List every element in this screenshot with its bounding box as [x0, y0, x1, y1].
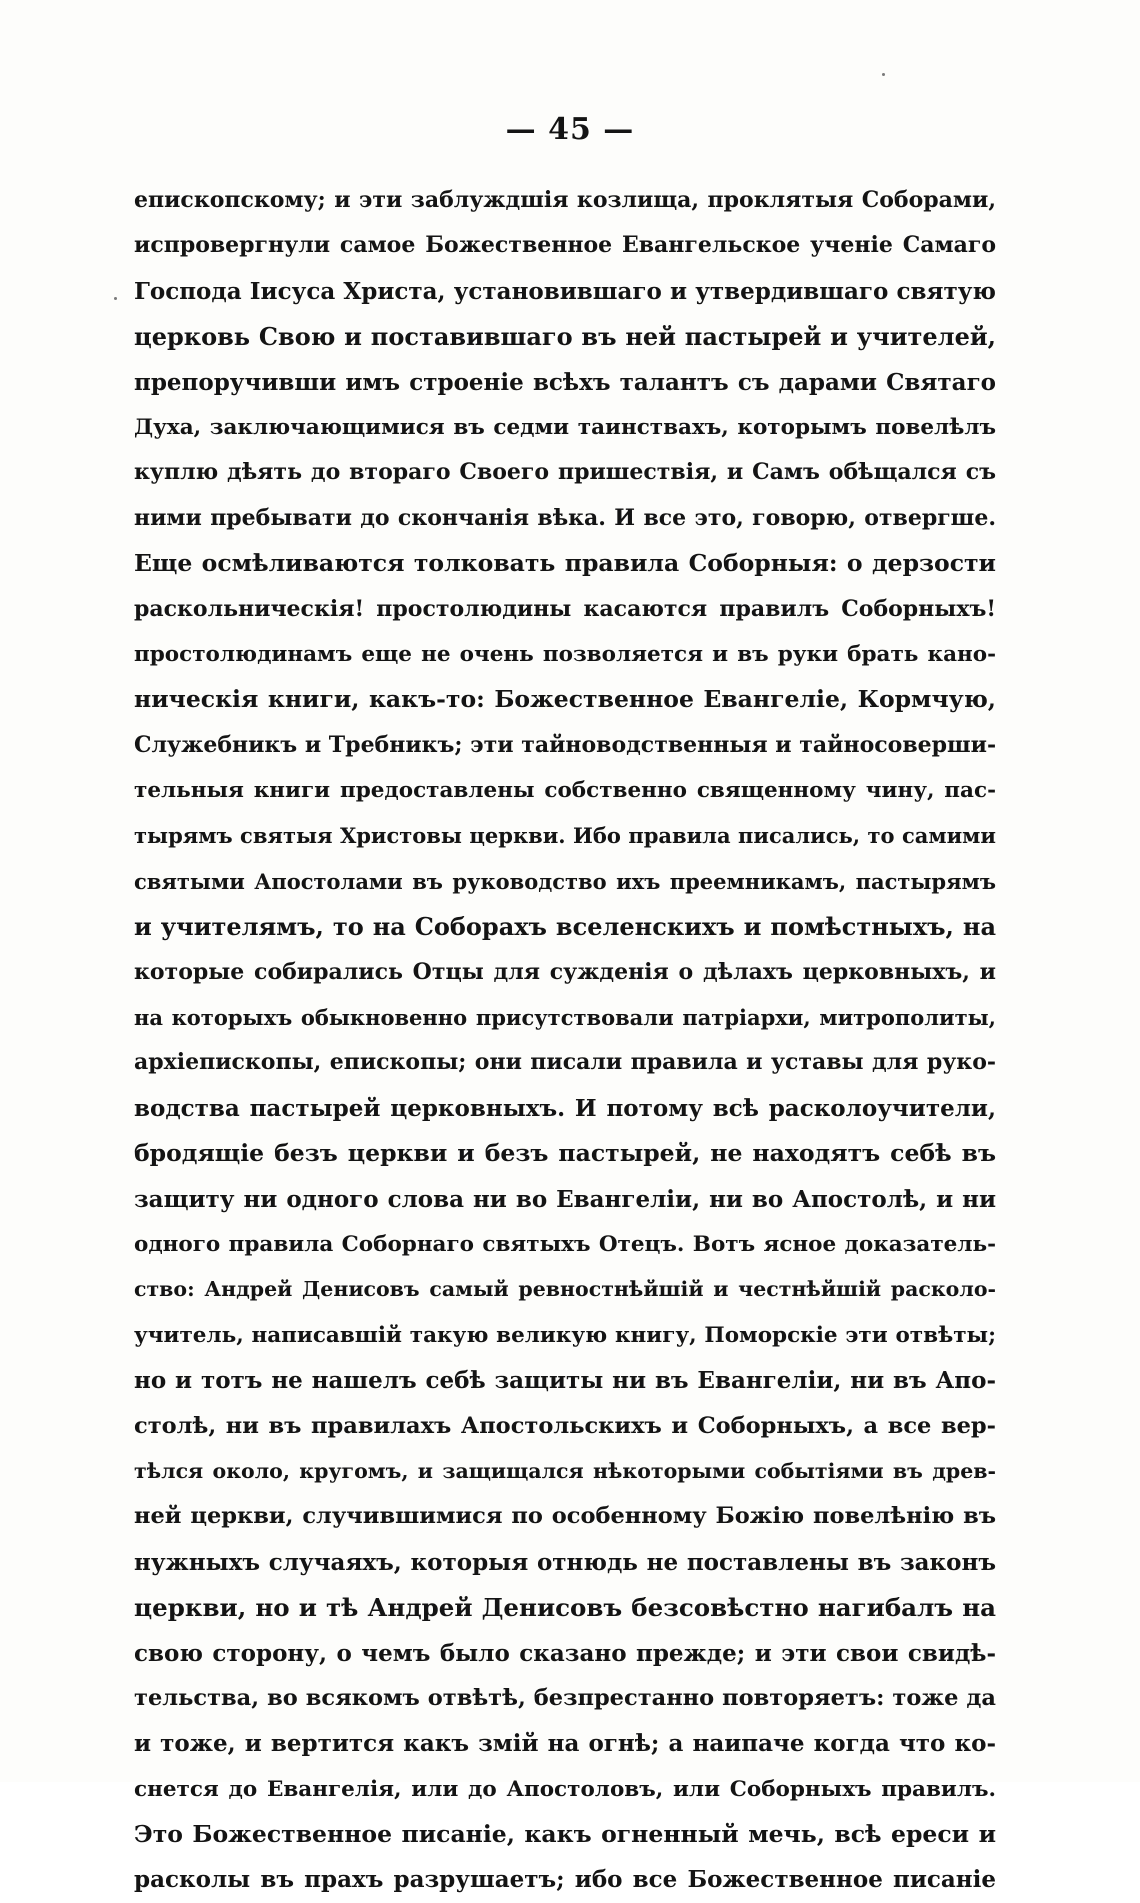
text-line: и тоже, и вертится какъ змій на огнѣ; а наипаче когда что ко-	[134, 1730, 996, 1758]
text-line: и учителямъ, то на Соборахъ вселенскихъ и помѣстныхъ, на	[134, 912, 996, 942]
text-line: ническія книги, какъ-то: Божественное Евангеліе, Кормчую,	[134, 685, 996, 714]
page-number: — 45 —	[505, 112, 635, 147]
text-line: препоручивши имъ строеніе всѣхъ талантъ съ дарами Святаго	[134, 368, 996, 396]
text-line: бродящіе безъ церкви и безъ пастырей, не находятъ себѣ въ	[134, 1139, 996, 1168]
text-line: простолюдинамъ еще не очень позволяется и въ руки брать кано-	[134, 641, 996, 667]
ink-speck	[114, 297, 117, 300]
text-line: епископскому; и эти заблуждшія козлища, проклятыя Соборами,	[134, 187, 996, 213]
text-line: ней церкви, случившимися по особенному Божію повелѣнію въ	[134, 1503, 996, 1530]
text-line: тѣлся около, кругомъ, и защищался нѣкоторыми событіями въ древ-	[134, 1458, 996, 1483]
text-line: защиту ни одного слова ни во Евангеліи, ни во Апостолѣ, и ни	[134, 1185, 996, 1213]
text-line: на которыхъ обыкновенно присутствовали патріархи, митрополиты,	[134, 1005, 996, 1031]
text-line: святыми Апостолами въ руководство ихъ преемникамъ, пастырямъ	[134, 868, 996, 894]
text-line: свою сторону, о чемъ было сказано прежде; и эти свои свидѣ-	[134, 1639, 996, 1667]
text-line: церковь Свою и поставившаго въ ней пастырей и учителей,	[134, 322, 996, 352]
text-line: столѣ, ни въ правилахъ Апостольскихъ и Соборныхъ, а все вер-	[134, 1412, 996, 1439]
text-line: одного правила Соборнаго святыхъ Отецъ. Вотъ ясное доказатель-	[134, 1231, 996, 1257]
text-line: Еще осмѣливаются толковать правила Соборныя: о дерзости	[134, 549, 996, 578]
text-line: Служебникъ и Требникъ; эти тайноводственныя и тайносоверши-	[134, 731, 997, 758]
text-line: учитель, написавшій такую великую книгу, Поморскіе эти отвѣты;	[134, 1322, 996, 1348]
text-line: тельства, во всякомъ отвѣтѣ, безпрестанно повторяетъ: тоже да	[134, 1684, 996, 1711]
text-line: ство: Андрей Денисовъ самый ревностнѣйшій и честнѣйшій расколо-	[134, 1277, 996, 1302]
text-line: тельныя книги предоставлены собственно священному чину, пас-	[134, 778, 996, 804]
text-line: но и тотъ не нашелъ себѣ защиты ни въ Евангеліи, ни въ Апо-	[134, 1367, 996, 1395]
text-line: испровергнули самое Божественное Евангельское ученіе Самаго	[134, 232, 996, 259]
text-line: церкви, но и тѣ Андрей Денисовъ безсовѣстно нагибалъ на	[134, 1593, 996, 1623]
text-line: расколы въ прахъ разрушаетъ; ибо все Божественное писаніе	[134, 1866, 996, 1894]
text-line: снется до Евангелія, или до Апостоловъ, или Соборныхъ правилъ.	[134, 1776, 996, 1802]
text-line: ними пребывати до скончанія вѣка. И все это, говорю, отвергше.	[134, 504, 996, 531]
text-line: которые собирались Отцы для сужденія о дѣлахъ церковныхъ, и	[134, 958, 996, 985]
text-line: куплю дѣять до втораго Своего пришествія, и Самъ обѣщался съ	[134, 459, 996, 486]
text-line: раскольническія! простолюдины касаются правилъ Соборныхъ!	[134, 595, 996, 622]
ink-speck	[882, 73, 885, 76]
text-line: архіепископы, епископы; они писали правила и уставы для руко-	[134, 1049, 996, 1076]
body-text	[134, 178, 996, 1903]
text-line: Это Божественное писаніе, какъ огненный мечь, всѣ ереси и	[134, 1820, 996, 1849]
text-line: Духа, заключающимися въ седми таинствахъ, которымъ повелѣлъ	[134, 414, 996, 440]
text-line: тырямъ святыя Христовы церкви. Ибо правила писались, то самими	[134, 823, 996, 849]
text-line: водства пастырей церковныхъ. И потому всѣ расколоучители,	[134, 1094, 996, 1122]
text-line: нужныхъ случаяхъ, которыя отнюдь не поставлены въ законъ	[134, 1548, 996, 1576]
text-line: Господа Іисуса Христа, установившаго и утвердившаго святую	[134, 277, 996, 305]
